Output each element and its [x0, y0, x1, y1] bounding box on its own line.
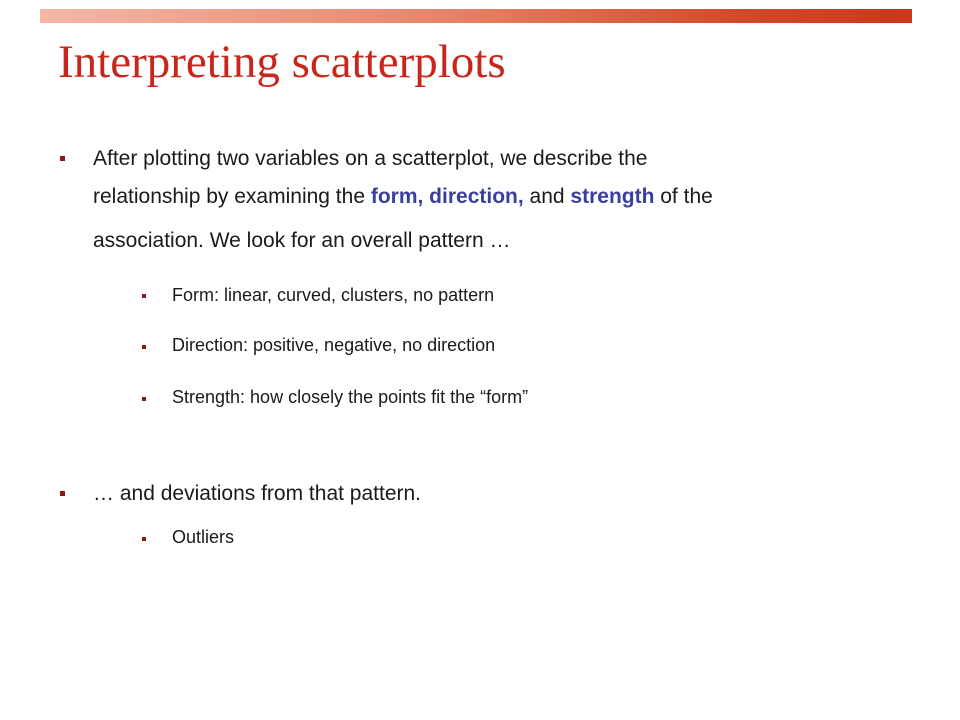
intro-line-2-end: of the: [654, 185, 713, 208]
sub-bullet-square-icon: [142, 537, 146, 541]
keyword-strength: strength: [570, 185, 655, 208]
intro-line-2-and: and: [523, 185, 571, 208]
intro-line-2-start: relationship by examining the: [93, 185, 371, 208]
decorative-top-bar: [40, 9, 912, 23]
sub-bullet-square-icon: [142, 294, 146, 298]
sub-item-outliers: Outliers: [172, 527, 235, 547]
sub-bullet-square-icon: [142, 397, 146, 401]
intro-line-2: [93, 179, 713, 215]
sub-bullet-square-icon: [142, 345, 146, 349]
sub-item-direction: Direction: positive, negative, no direction: [172, 335, 496, 355]
intro-line-1: After plotting two variables on a scatterplot, we describe the: [93, 147, 648, 170]
keyword-form-direction: form, direction,: [370, 185, 524, 208]
bullet-square-icon: [60, 491, 65, 496]
sub-item-strength: Strength: how closely the points fit the “form”: [172, 387, 529, 407]
sub-item-form: Form: linear, curved, clusters, no pattern: [172, 285, 495, 305]
deviations-line: … and deviations from that pattern.: [93, 482, 422, 505]
intro-line-3: association. We look for an overall pattern …: [93, 229, 511, 252]
bullet-square-icon: [60, 156, 65, 161]
slide-title: Interpreting scatterplots: [58, 36, 506, 88]
